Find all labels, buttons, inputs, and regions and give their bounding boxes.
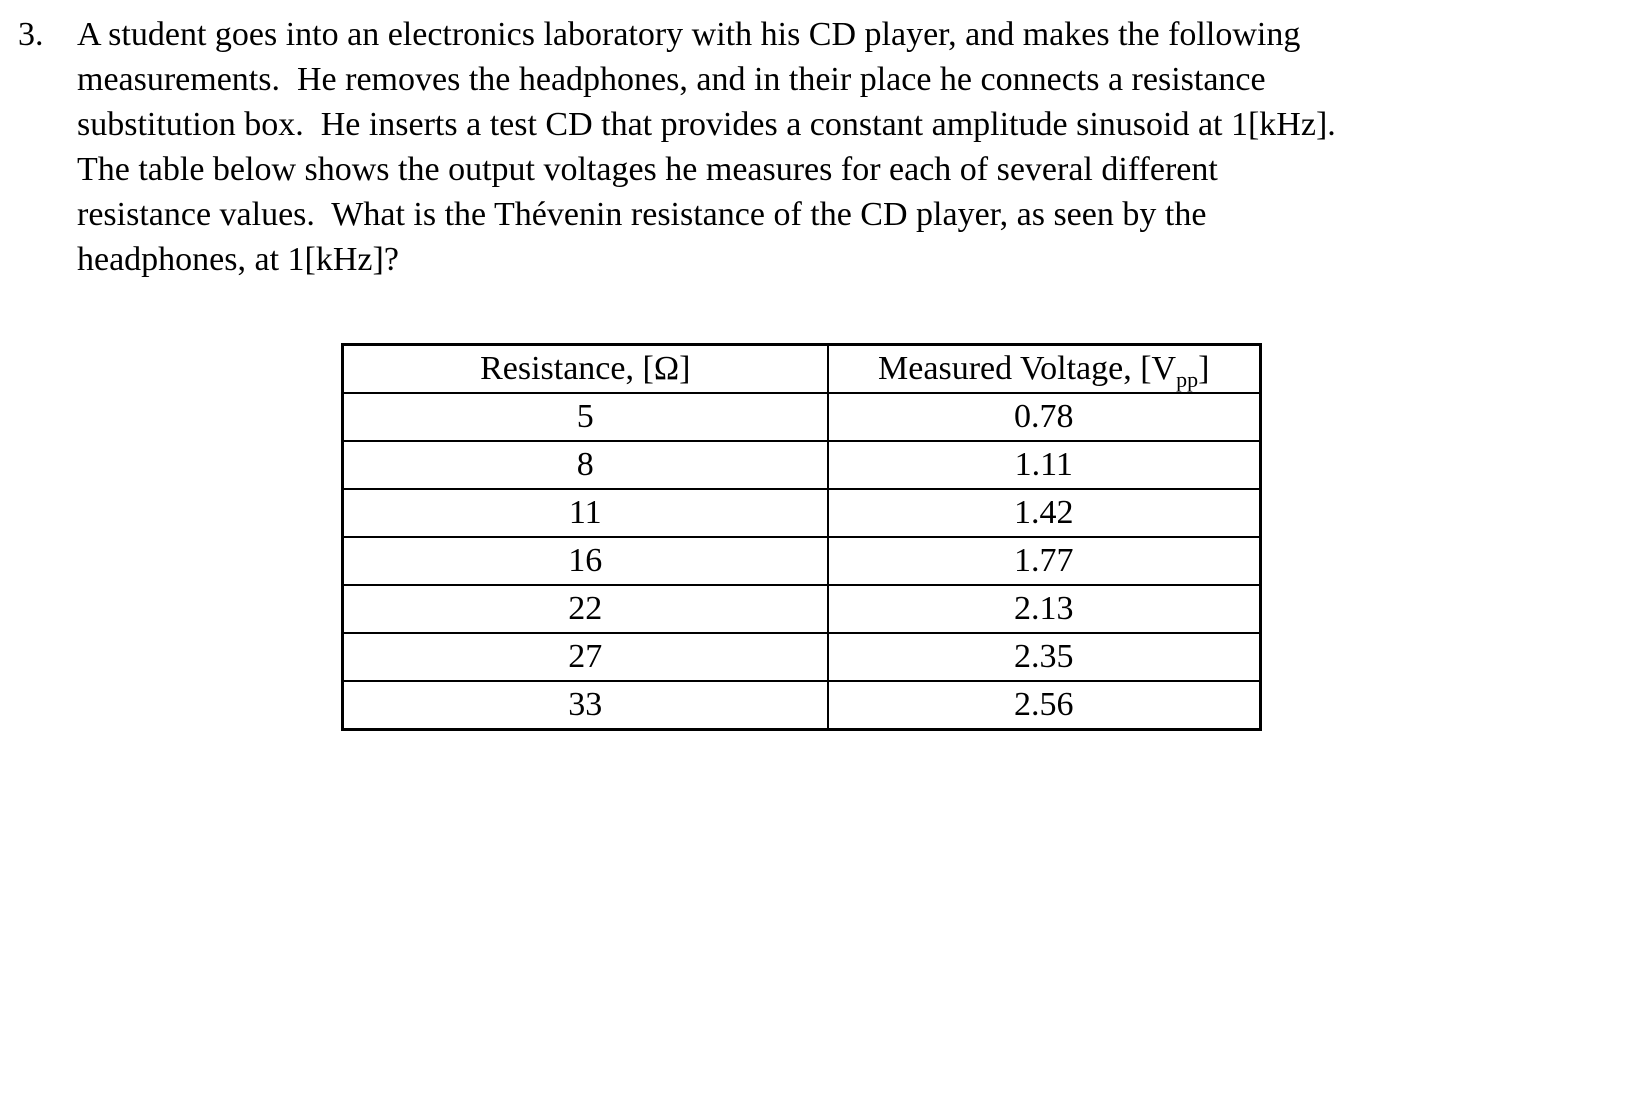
problem-number: 3. [18, 16, 44, 53]
resistance-value: 8 [343, 441, 828, 489]
voltage-value: 0.78 [828, 393, 1261, 441]
problem-text [77, 12, 1336, 282]
voltage-value: 1.11 [828, 441, 1261, 489]
table-row [343, 537, 1261, 585]
resistance-value: 5 [343, 393, 828, 441]
measurement-table [341, 343, 1262, 731]
resistance-value: 11 [343, 489, 828, 537]
table-row [343, 585, 1261, 633]
resistance-column-header: Resistance, [Ω] [343, 345, 828, 394]
table-row [343, 441, 1261, 489]
voltage-column-header [828, 345, 1261, 394]
table-row [343, 489, 1261, 537]
table-row [343, 393, 1261, 441]
resistance-value: 27 [343, 633, 828, 681]
voltage-header-main: Measured Voltage, [V [878, 350, 1177, 387]
table-row [343, 633, 1261, 681]
voltage-value: 1.77 [828, 537, 1261, 585]
voltage-value: 2.56 [828, 681, 1261, 730]
resistance-value: 22 [343, 585, 828, 633]
problem-text-line: measurements. He removes the headphones, and in their place he connects a resistance [77, 61, 1266, 98]
problem-text-line: headphones, at 1[kHz]? [77, 241, 399, 278]
table-header-row [343, 345, 1261, 394]
problem-text-line: resistance values. What is the Thévenin resistance of the CD player, as seen by the [77, 196, 1207, 233]
voltage-header-subscript: pp [1176, 366, 1199, 392]
resistance-value: 16 [343, 537, 828, 585]
resistance-value: 33 [343, 681, 828, 730]
voltage-value: 2.35 [828, 633, 1261, 681]
problem-text-line: A student goes into an electronics laboratory with his CD player, and makes the following [77, 16, 1301, 53]
problem-text-line: The table below shows the output voltages he measures for each of several different [77, 151, 1218, 188]
voltage-value: 1.42 [828, 489, 1261, 537]
voltage-value: 2.13 [828, 585, 1261, 633]
problem-text-line: substitution box. He inserts a test CD that provides a constant amplitude sinusoid at 1[kHz]. [77, 106, 1336, 143]
problem-statement [18, 12, 1336, 282]
table-row [343, 681, 1261, 730]
voltage-header-close-bracket: ] [1198, 350, 1210, 387]
